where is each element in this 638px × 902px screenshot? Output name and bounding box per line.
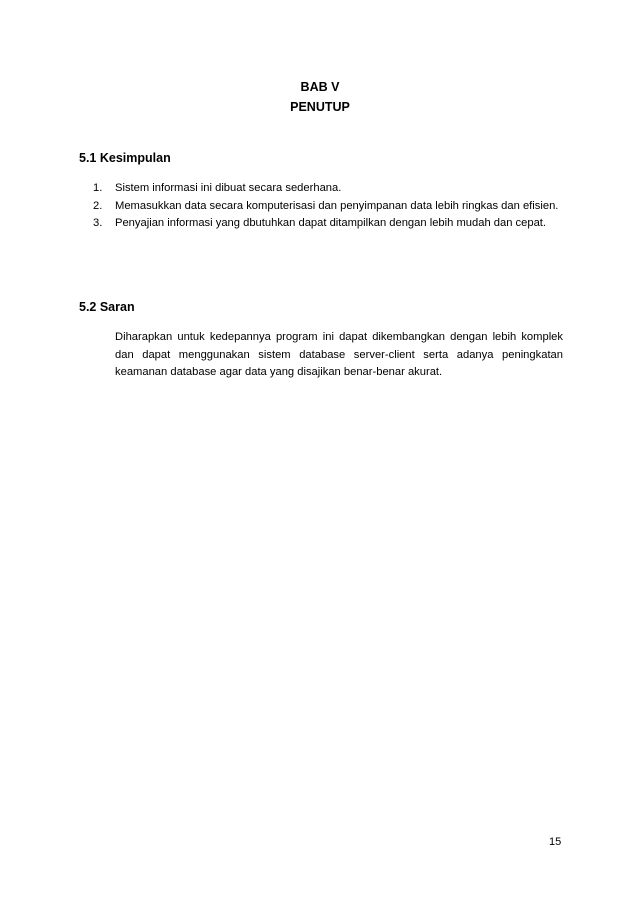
list-item-text: Penyajian informasi yang dbutuhkan dapat ditampilkan dengan lebih mudah dan cepat. bbox=[115, 217, 547, 229]
list-item-number: 2. bbox=[93, 199, 103, 212]
section-heading-kesimpulan: 5.1 Kesimpulan bbox=[79, 151, 171, 165]
list-item-text: Sistem informasi ini dibuat secara sederhana. bbox=[115, 182, 342, 194]
conclusion-list bbox=[93, 180, 563, 233]
list-item-number: 1. bbox=[93, 182, 103, 194]
list-item-text: Memasukkan data secara komputerisasi dan penyimpanan data lebih ringkas dan efisien. bbox=[115, 199, 559, 212]
chapter-number: BAB V bbox=[300, 80, 340, 94]
suggestion-paragraph: Diharapkan untuk kedepannya program ini dapat dikembangkan dengan lebih komplek dan dapat menggunakan sistem database server-client serta adanya peningkatan keamanan database agar data yang disajikan benar-benar akurat. bbox=[115, 331, 563, 378]
list-item-number: 3. bbox=[93, 217, 103, 229]
list-item bbox=[93, 198, 563, 216]
chapter-title: PENUTUP bbox=[290, 100, 350, 114]
list-item bbox=[93, 180, 563, 198]
list-item bbox=[93, 215, 563, 233]
page-number: 15 bbox=[549, 836, 562, 848]
section-heading-saran: 5.2 Saran bbox=[79, 300, 135, 314]
